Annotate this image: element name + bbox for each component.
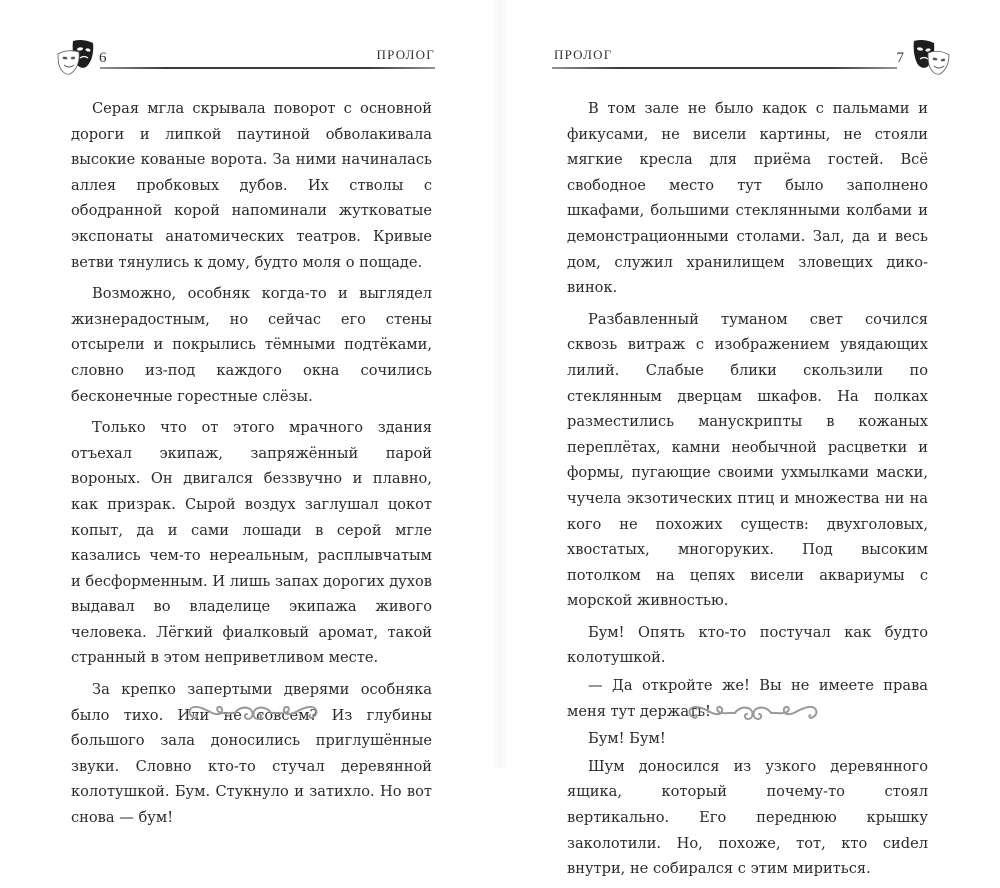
paragraph: Серая мгла скрывала поворот с основной дороги и липкой паутиной обволакивала высокие кованые ворота. За ними начиналась аллея пробковых дубов. Их стволы с ободранной корой напоминали жутковатые экспонаты анатомических театров. Кривые ветви тянулись к дому, будто моля о пощаде. [71, 100, 432, 271]
paragraph: Бум! Бум! [588, 730, 666, 748]
right-page [500, 0, 1000, 878]
paragraph: Возможно, особняк когда-то и выглядел жизнерадостным, но сейчас его стены отсырели и покрылись тёмными подтёками, словно из-под каждого окна сочились бесконечные горестные слёзы. [71, 285, 432, 405]
running-header-title: ПРОЛОГ [554, 47, 613, 62]
running-header [55, 42, 435, 70]
running-header-title: ПРОЛОГ [376, 47, 435, 62]
header-rule [552, 67, 897, 69]
theater-masks-icon [55, 38, 97, 78]
header-rule [100, 67, 435, 69]
paragraph: Бум! Опять кто-то постучал как будто колотушкой. [567, 623, 928, 667]
body-text [567, 96, 928, 888]
dialogue-paragraph: — Да откройте же! Вы не имеете права меня тут держать! [567, 677, 928, 720]
flourish-ornament-icon [183, 700, 323, 726]
flourish-ornament-icon [683, 700, 823, 726]
paragraph: За крепко запертыми дверями особняка было тихо. Или не совсем? Из глубины большого зала доносились приглушённые звуки. Словно кто-то стучал деревянной колотушкой. Бум. Стукнуло и затихло. Но вот снова — бум! [71, 681, 432, 827]
paragraph: В том зале не было кадок с пальмами и фикусами, не висели картины, не стояли мягкие кресла для приёма гостей. Всё свободное место тут было заполнено шкафами, большими стеклянными колбами и демонстрационными столами. Зал, да и весь дом, служил хранилищем зловещих диковинок. [567, 100, 928, 297]
left-page [0, 0, 500, 827]
page-number: 6 [99, 50, 107, 66]
theater-masks-icon [910, 38, 952, 78]
page-number: 7 [896, 50, 904, 66]
running-header [552, 42, 964, 70]
paragraph: Шум доносился из узкого деревянного ящика, который почему-то стоял вертикально. Его переднюю крышку заколотили. Но, похоже, тот, кто сиdел внутри, не собирался с этим мириться. [567, 757, 928, 878]
paragraph: Разбавленный туманом свет сочился сквозь витраж с изображением увядающих лилий. Слабые блики скользили по стеклянным дверцам шкафов. На полках разместились манускрипты в кожаных переплётах, камни необычной расцветки и формы, пугающие своими ухмылками маски, чучела экзотических птиц и множества ни на кого не похожих существ: двухголовых, хвостатых, многоруких. Под высоким потолком на цепях висели аквариумы с морской живностью. [567, 310, 928, 610]
paragraph: Только что от этого мрачного здания отъехал экипаж, запряжённый парой вороных. Он двигался беззвучно и плавно, как призрак. Сырой воздух заглушал цокот копыт, да и сами лошади в серой мгле казались чем-то нереальным, расплывчатым и бесформенным. И лишь запах дорогих духов выдавал во владелице экипажа живого человека. Лёгкий фиалковый аромат, такой странный в этом неприветливом месте. [71, 419, 432, 667]
